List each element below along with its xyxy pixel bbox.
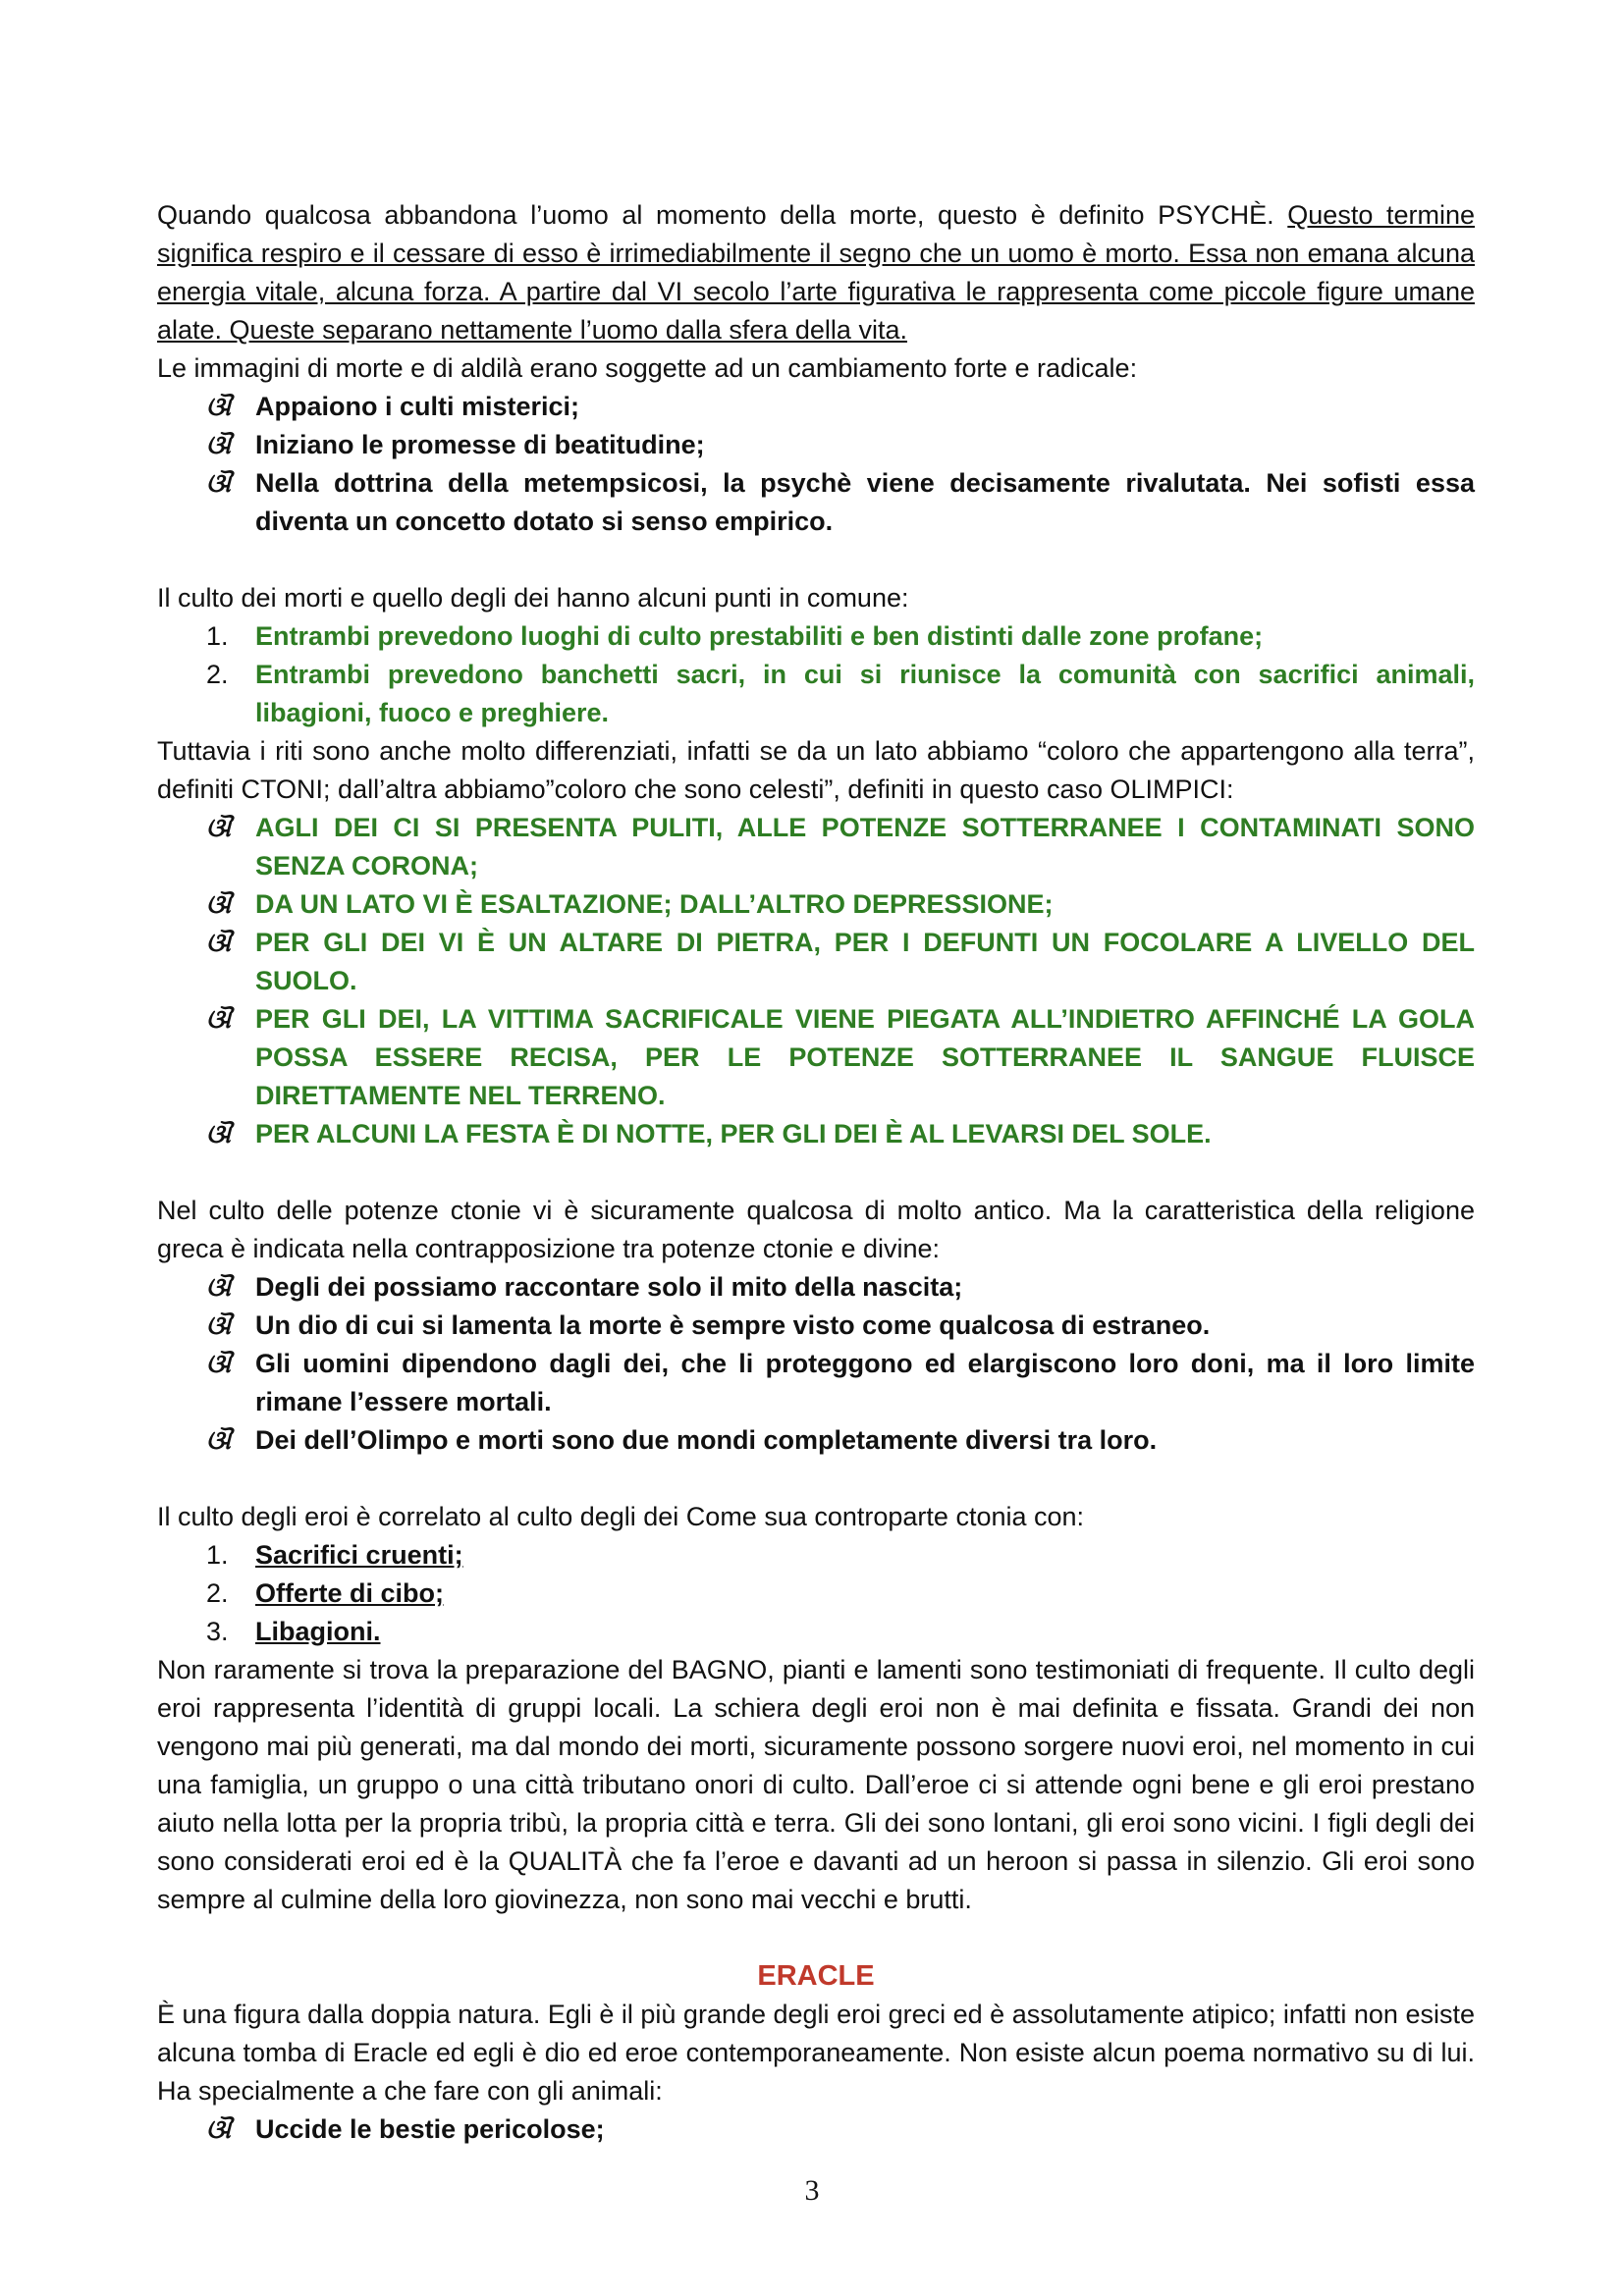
list-item: ଔ Nella dottrina della metempsicosi, la psychè viene decisamente rivalutata. Nei sofisti essa diventa un concetto dotato si senso empirico.: [157, 464, 1475, 541]
paragraph-eracle: È una figura dalla doppia natura. Egli è il più grande degli eroi greci ed è assolutamente atipico; infatti non esiste alcuna tomba di Eracle ed egli è dio ed eroe contemporaneamente. Non esiste alcun poema normativo su di lui. Ha specialmente a che fare con gli animali:: [157, 2000, 1475, 2106]
list-item: ଔ PER GLI DEI VI È UN ALTARE DI PIETRA, PER I DEFUNTI UN FOCOLARE A LIVELLO DEL SUOLO.: [157, 924, 1475, 1000]
bullet-icon: ଔ: [206, 1272, 229, 1302]
bullet-icon: ଔ: [206, 1310, 229, 1340]
list-item: ଔ Degli dei possiamo raccontare solo il mito della nascita;: [157, 1268, 1475, 1307]
list-item: ଔ Appaiono i culti misterici;: [157, 388, 1475, 426]
list-item: ଔ Un dio di cui si lamenta la morte è sempre visto come qualcosa di estraneo.: [157, 1307, 1475, 1345]
list-item: ଔ AGLI DEI CI SI PRESENTA PULITI, ALLE POTENZE SOTTERRANEE I CONTAMINATI SONO SENZA CORONA;: [157, 809, 1475, 885]
list-item: ଔ Iniziano le promesse di beatitudine;: [157, 426, 1475, 464]
bullet-icon: ଔ: [206, 430, 229, 459]
bullet-icon: ଔ: [206, 928, 229, 957]
list-item: ଔ Dei dell’Olimpo e morti sono due mondi completamente diversi tra loro.: [157, 1421, 1475, 1460]
bullet-icon: ଔ: [206, 1349, 229, 1378]
page-content: [157, 196, 1475, 2149]
spacer: [157, 1460, 1475, 1498]
bullet-icon: ଔ: [206, 813, 229, 842]
numbered-list-offerings: [157, 1536, 1475, 1651]
paragraph-heroes: Non raramente si trova la preparazione del BAGNO, pianti e lamenti sono testimoniati di frequente. Il culto degli eroi rappresenta l’identità di gruppi locali. La schiera degli eroi non è mai definita e fissata. Grandi dei non vengono mai più generati, ma dal mondo dei morti, sicuramente possono sorgere nuovi eroi, nel momento in cui una famiglia, un gruppo o una città tributano onori di culto. Dall’eroe ci si attende ogni bene e gli eroi prestano aiuto nella lotta per la propria tribù, la propria città e terra. Gli dei sono lontani, gli eroi sono vicini. I figli degli dei sono considerati eroi ed è la QUALITÀ che fa l’eroe e davanti ad un heroon si passa in silenzio. Gli eroi sono sempre al culmine della loro giovinezza, non sono mai vecchi e brutti.: [157, 1655, 1475, 1914]
section-heading: ERACLE: [757, 1960, 875, 1992]
bullet-icon: ଔ: [206, 1425, 229, 1455]
underlined-text: Questo termine significa respiro e il cessare di esso è irrimediabilmente il segno che un uomo è morto. Essa non emana alcuna energia vitale, alcuna forza. A partire dal VI secolo l’arte figurativa le rappresenta come piccole figure umane alate. Queste separano nettamente l’uomo dalla sfera della vita.: [157, 200, 1475, 345]
spacer: [157, 1153, 1475, 1192]
list-item: ଔ PER ALCUNI LA FESTA È DI NOTTE, PER GLI DEI È AL LEVARSI DEL SOLE.: [157, 1115, 1475, 1153]
paragraph-heroes-cult: Il culto degli eroi è correlato al culto degli dei Come sua controparte ctonia con:: [157, 1502, 1085, 1531]
spacer: [157, 541, 1475, 579]
bullet-list-eracle: [157, 2110, 1475, 2149]
paragraph-common-points: Il culto dei morti e quello degli dei hanno alcuni punti in comune:: [157, 583, 909, 613]
list-item: ଔ Gli uomini dipendono dagli dei, che li proteggono ed elargiscono loro doni, ma il loro limite rimane l’essere mortali.: [157, 1345, 1475, 1421]
bullet-list-gods: [157, 1268, 1475, 1460]
bullet-list-rites: [157, 809, 1475, 1153]
bullet-icon: ଔ: [206, 1004, 229, 1034]
bullet-icon: ଔ: [206, 889, 229, 919]
bullet-icon: ଔ: [206, 468, 229, 498]
page-number: 3: [804, 2174, 820, 2207]
paragraph-chthonic: Nel culto delle potenze ctonie vi è sicuramente qualcosa di molto antico. Ma la caratteristica della religione greca è indicata nella contrapposizione tra potenze ctonie e divine:: [157, 1196, 1475, 1263]
bullet-icon: ଔ: [206, 2114, 229, 2144]
numbered-list-common: [157, 617, 1475, 732]
paragraph-differences: Tuttavia i riti sono anche molto differenziati, infatti se da un lato abbiamo “coloro che appartengono alla terra”, definiti CTONI; dall’altra abbiamo”coloro che sono celesti”, definiti in questo caso OLIMPICI:: [157, 736, 1475, 804]
paragraph-psyche: [157, 196, 1475, 349]
list-item: 2. Entrambi prevedono banchetti sacri, in cui si riunisce la comunità con sacrifici animali, libagioni, fuoco e preghiere.: [206, 660, 1475, 727]
bullet-icon: ଔ: [206, 1119, 229, 1148]
list-item: 3. Libagioni.: [206, 1617, 381, 1646]
list-item: ଔ Uccide le bestie pericolose;: [157, 2110, 1475, 2149]
paragraph-intro-list: Le immagini di morte e di aldilà erano soggette ad un cambiamento forte e radicale:: [157, 353, 1138, 383]
bullet-list-changes: [157, 388, 1475, 541]
list-item: 2. Offerte di cibo;: [206, 1578, 445, 1608]
paragraph-text: Quando qualcosa abbandona l’uomo al momento della morte, questo è definito PSYCHÈ.: [157, 200, 1288, 230]
list-item: 1. Sacrifici cruenti;: [206, 1540, 463, 1570]
bullet-icon: ଔ: [206, 392, 229, 421]
list-item: ଔ DA UN LATO VI È ESALTAZIONE; DALL’ALTRO DEPRESSIONE;: [157, 885, 1475, 924]
list-item: ଔ PER GLI DEI, LA VITTIMA SACRIFICALE VIENE PIEGATA ALL’INDIETRO AFFINCHÉ LA GOLA POSSA ESSERE RECISA, PER LE POTENZE SOTTERRANEE IL SANGUE FLUISCE DIRETTAMENTE NEL TERRENO.: [157, 1000, 1475, 1115]
list-item: 1. Entrambi prevedono luoghi di culto prestabiliti e ben distinti dalle zone profane;: [206, 621, 1264, 651]
